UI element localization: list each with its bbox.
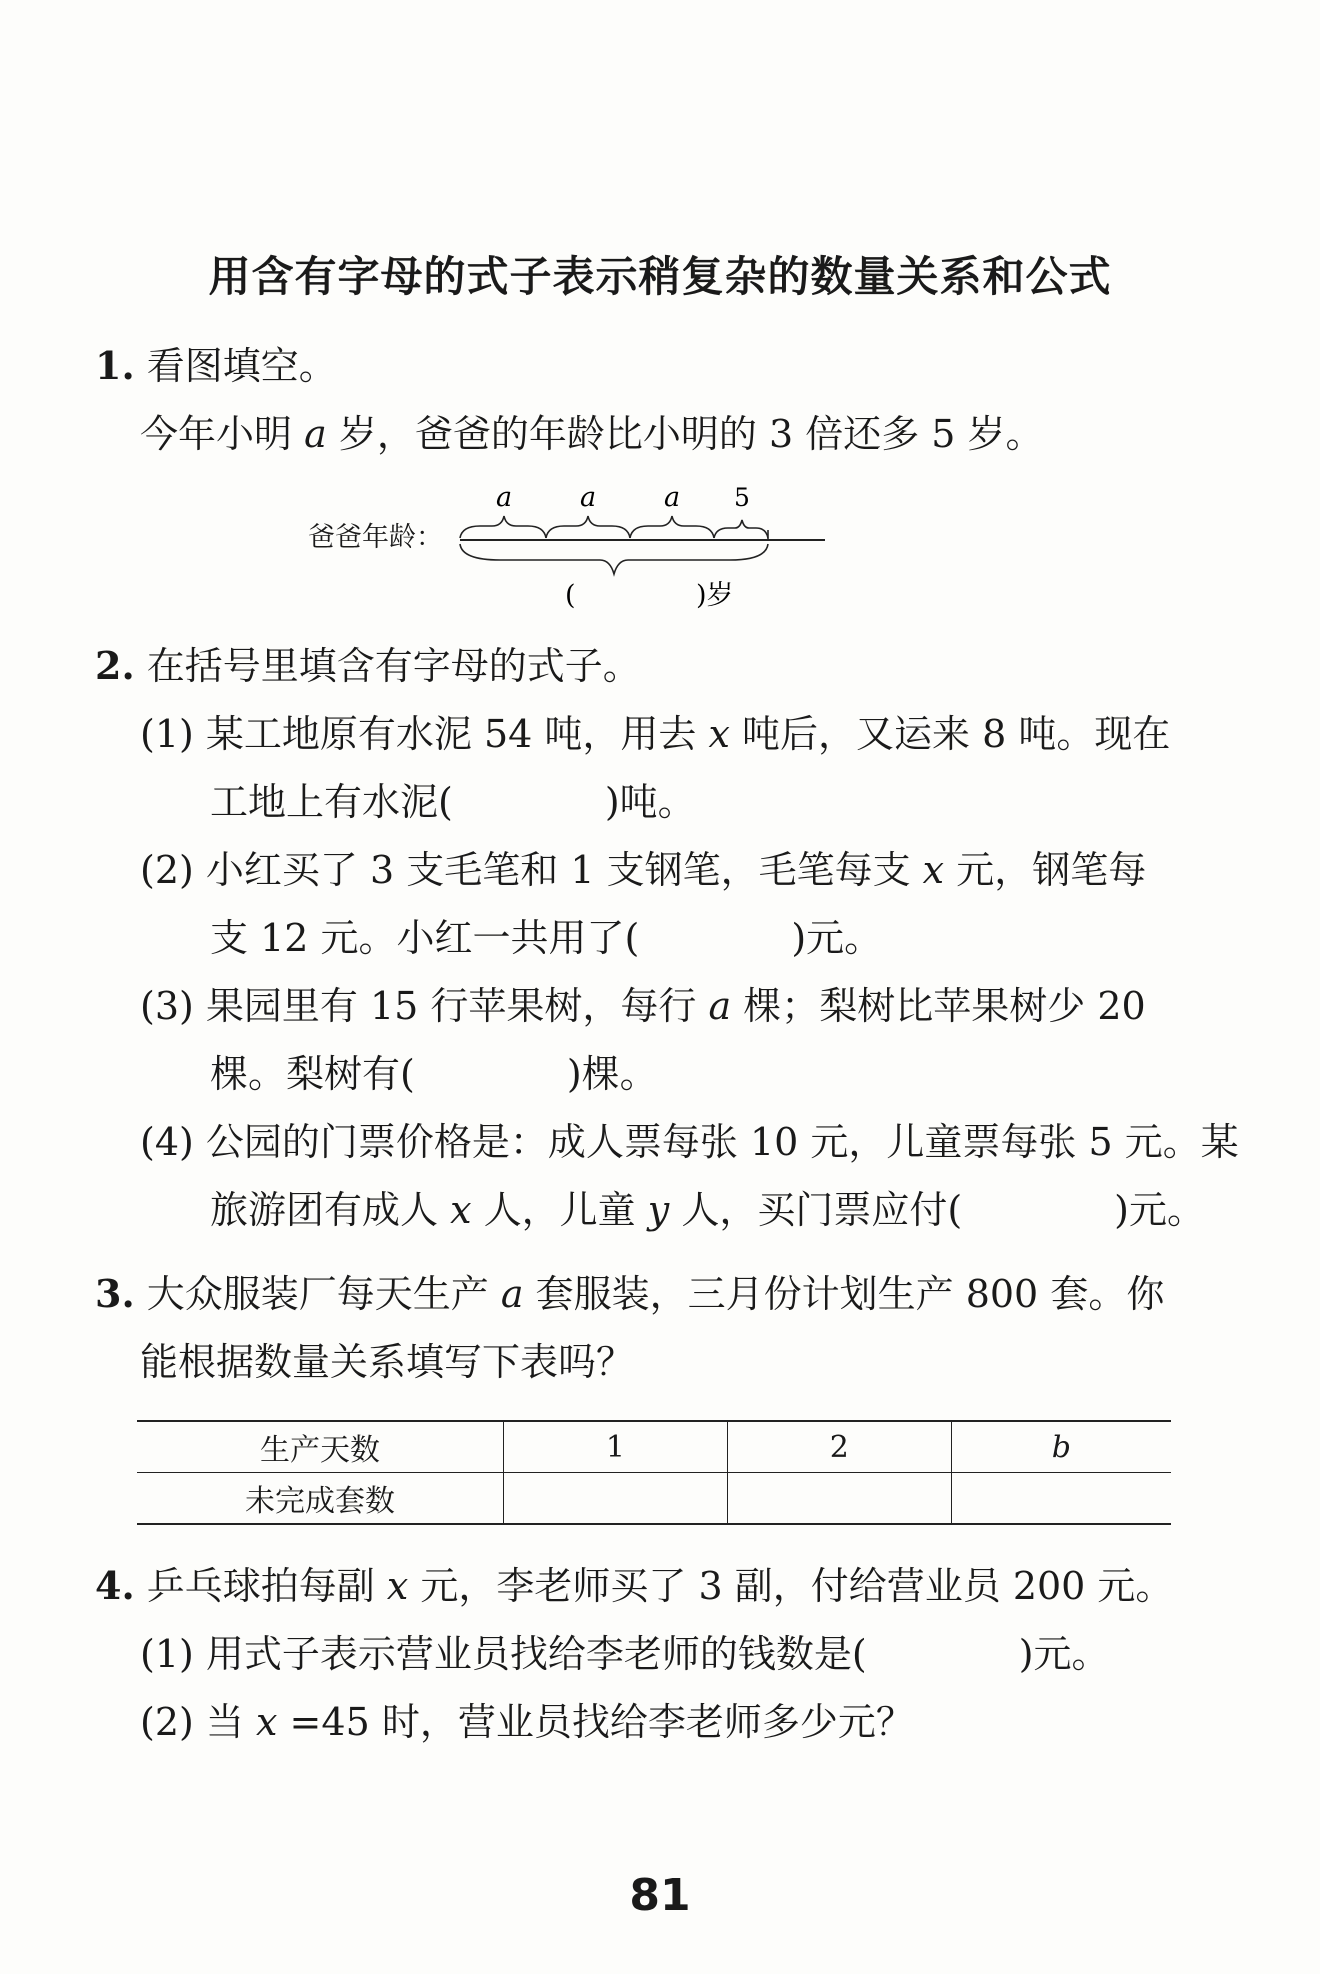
q2-part1-line1 — [140, 710, 1170, 758]
q2-prompt: 在括号里填含有字母的式子。 — [146, 644, 641, 688]
q2-p1-a: (1) 某工地原有水泥 54 吨，用去 — [140, 712, 697, 756]
segment-diagram — [440, 480, 840, 620]
q2-part1-line2: 工地上有水泥( )吨。 — [210, 780, 696, 824]
production-table — [137, 1420, 1171, 1525]
q2-p3-b: 棵；梨树比苹果树少 20 — [743, 984, 1146, 1028]
q2-p4-a: 旅游团有成人 — [210, 1188, 439, 1232]
q4-var: x — [386, 1564, 409, 1608]
diagram-label: 爸爸年龄： — [308, 522, 443, 553]
q2-part3-line1 — [140, 982, 1146, 1030]
q3-number: 3. — [95, 1271, 135, 1316]
q4-p2-b: =45 时，营业员找给李老师多少元？ — [289, 1700, 914, 1744]
q2-part2-line2: 支 12 元。小红一共用了( )元。 — [210, 916, 883, 960]
top-brace-1 — [460, 516, 546, 538]
q2-part4-line1: (4) 公园的门票价格是：成人票每张 10 元，儿童票每张 5 元。某 — [140, 1120, 1239, 1164]
table-row — [137, 1421, 1171, 1473]
table-cell: 2 — [727, 1421, 951, 1473]
q3-b: 套服装，三月份计划生产 800 套。你 — [535, 1272, 1165, 1316]
q4-number: 4. — [95, 1563, 135, 1608]
q4-p2-var: x — [256, 1700, 278, 1744]
q2-p4-b: 人，儿童 — [483, 1188, 636, 1232]
page-number: 81 — [629, 1870, 691, 1921]
q2-prompt-line — [95, 642, 641, 690]
answer-close-paren: )岁 — [696, 580, 734, 611]
table-cell — [951, 1473, 1171, 1525]
table-cell — [727, 1473, 951, 1525]
q1-text-a: 今年小明 — [140, 412, 293, 456]
q1-text — [140, 410, 1044, 458]
q2-part4-line2 — [210, 1186, 1205, 1234]
table-header-days: 生产天数 — [137, 1421, 504, 1473]
seg-label-4: 5 — [734, 483, 750, 512]
q4-p2-a: (2) 当 — [140, 1700, 244, 1744]
top-brace-4 — [714, 520, 768, 538]
q2-p1-b: 吨后，又运来 8 吨。现在 — [742, 712, 1171, 756]
q2-p2-b: 元，钢笔每 — [956, 848, 1147, 892]
table-cell: b — [951, 1421, 1171, 1473]
table-row — [137, 1473, 1171, 1525]
q2-number: 2. — [95, 643, 135, 688]
q3-var: a — [500, 1272, 524, 1316]
q1-number: 1. — [95, 343, 135, 388]
q2-p4-c: 人，买门票应付( )元。 — [681, 1188, 1205, 1232]
q1-text-b: 岁，爸爸的年龄比小明的 3 倍还多 5 岁。 — [338, 412, 1044, 456]
q4-b: 元，李老师买了 3 副，付给营业员 200 元。 — [420, 1564, 1174, 1608]
q4-part2 — [140, 1698, 914, 1746]
q2-p3-var: a — [708, 984, 732, 1028]
seg-label-2: a — [579, 482, 597, 513]
q2-p4-var2: y — [647, 1188, 670, 1232]
seg-label-1: a — [495, 482, 513, 513]
q3-a: 大众服装厂每天生产 — [146, 1272, 489, 1316]
q4-a: 乒乓球拍每副 — [146, 1564, 375, 1608]
q2-p2-a: (2) 小红买了 3 支毛笔和 1 支钢笔，毛笔每支 — [140, 848, 911, 892]
page-title: 用含有字母的式子表示稍复杂的数量关系和公式 — [208, 252, 1112, 301]
q2-p3-a: (3) 果园里有 15 行苹果树，每行 — [140, 984, 697, 1028]
q3-line2: 能根据数量关系填写下表吗？ — [140, 1340, 635, 1384]
q3-line1 — [95, 1270, 1164, 1318]
table-header-remaining: 未完成套数 — [137, 1473, 504, 1525]
q2-p2-var: x — [922, 848, 945, 892]
q1-var-a: a — [304, 412, 327, 456]
bottom-brace — [460, 544, 768, 574]
q4-line1 — [95, 1562, 1173, 1610]
table-cell: 1 — [504, 1421, 728, 1473]
top-brace-3 — [630, 516, 714, 538]
q2-part3-line2: 棵。梨树有( )棵。 — [210, 1052, 658, 1096]
table-cell — [504, 1473, 728, 1525]
top-brace-2 — [546, 516, 630, 538]
q2-p1-var: x — [708, 712, 730, 756]
q2-part2-line1 — [140, 846, 1146, 894]
seg-label-3: a — [663, 482, 681, 513]
q1-prompt: 看图填空。 — [146, 344, 337, 388]
q2-p4-var1: x — [450, 1188, 472, 1232]
q4-part1: (1) 用式子表示营业员找给李老师的钱数是( )元。 — [140, 1632, 1110, 1676]
q1-prompt-line — [95, 342, 337, 390]
answer-open-paren: ( — [565, 580, 576, 611]
